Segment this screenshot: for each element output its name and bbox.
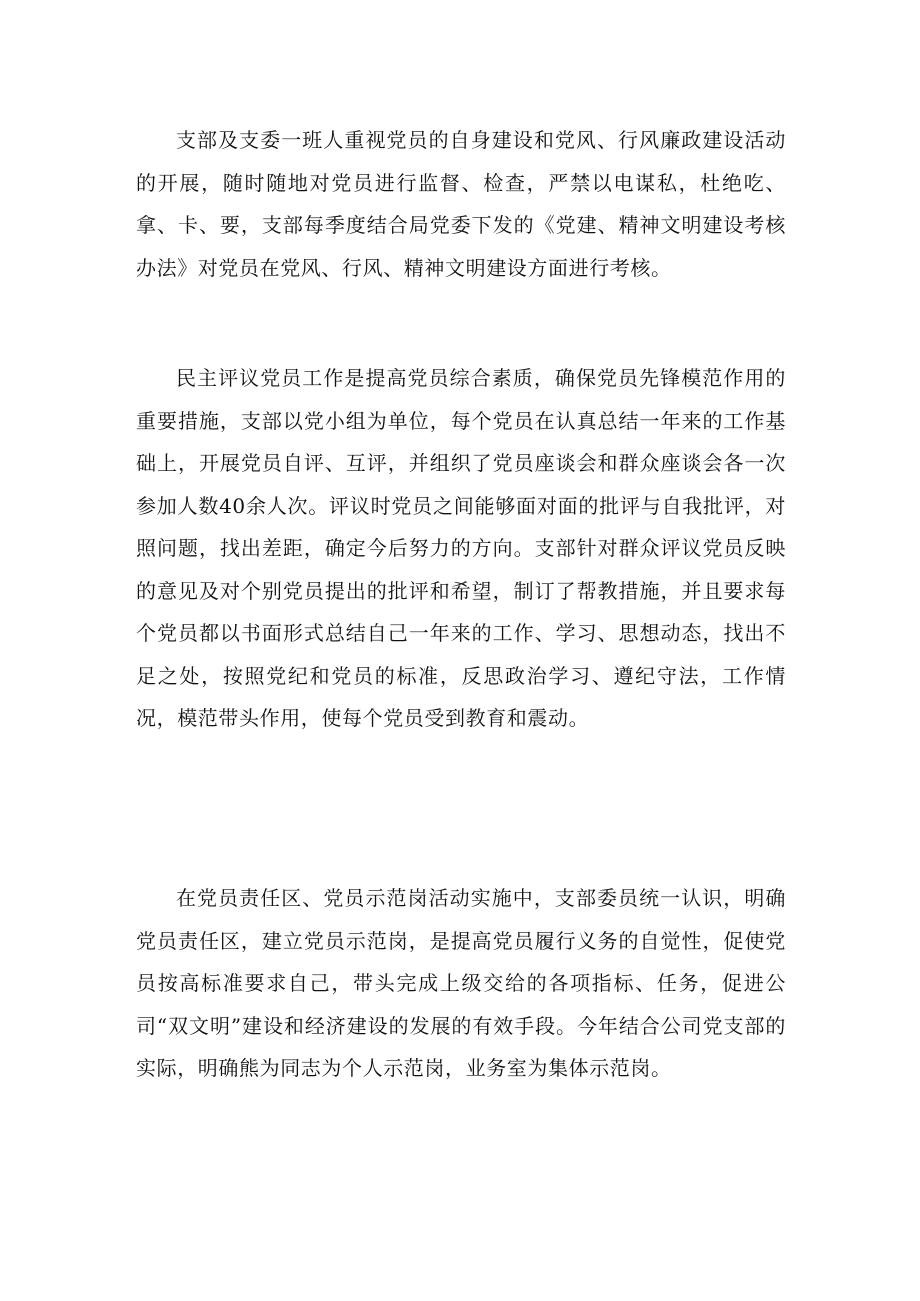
paragraph-party-conduct-inspection: 支部及支委一班人重视党员的自身建设和党风、行风廉政建设活动的开展，随时随地对党员进行监督、检查，严禁以电谋私，杜绝吃、拿、卡、要，支部每季度结合局党委下发的《党建、精神文明建设考核办法》对党员在党风、行风、精神文明建设方面进行考核。 <box>136 128 786 280</box>
paragraph-democratic-evaluation: 民主评议党员工作是提高党员综合素质，确保党员先锋模范作用的重要措施，支部以党小组为单位，每个党员在认真总结一年来的工作基础上，开展党员自评、互评，并组织了党员座谈会和群众座谈会各一次参加人数40余人次。评议时党员之间能够面对面的批评与自我批评，对照问题，找出差距，确定今后努力的方向。支部针对群众评议党员反映的意见及对个别党员提出的批评和希望，制订了帮教措施，并且要求每个党员都以书面形式总结自己一年来的工作、学习、思想动态，找出不足之处，按照党纪和党员的标准，反思政治学习、遵纪守法，工作情况，模范带头作用，使每个党员受到教育和震动。 <box>136 366 786 730</box>
paragraph-model-post-activity: 在党员责任区、党员示范岗活动实施中，支部委员统一认识，明确党员责任区，建立党员示范岗，是提高党员履行义务的自觉性，促使党员按高标准要求自己，带头完成上级交给的各项指标、任务，促进公司“双文明”建设和经济建设的发展的有效手段。今年结合公司党支部的实际，明确熊为同志为个人示范岗，业务室为集体示范岗。 <box>136 886 786 1080</box>
